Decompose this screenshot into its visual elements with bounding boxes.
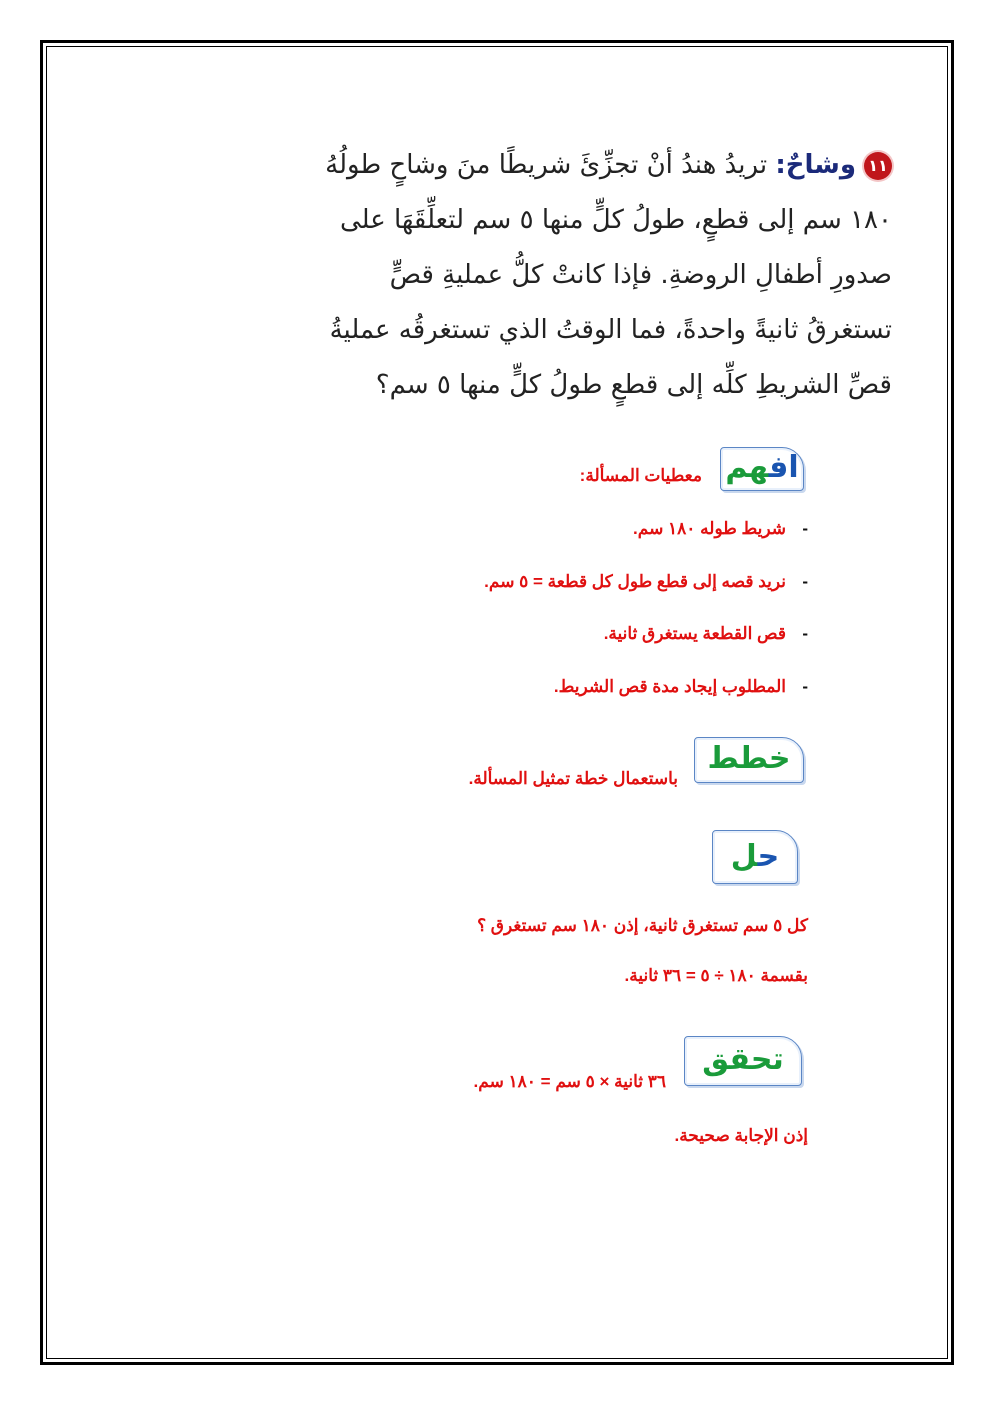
problem-line-1 [300,138,892,193]
understand-item-text: شريط طوله ١٨٠ سم. [633,519,786,538]
understand-item-text: قص القطعة يستغرق ثانية. [603,624,786,643]
problem-keyword: وشاحٌ: [775,150,856,180]
understand-item-2 [484,572,808,592]
check-line-2: إذن الإجابة صحيحة. [674,1126,808,1145]
solve-line-1: كل ٥ سم تستغرق ثانية، إذن ١٨٠ سم تستغرق ؟ [477,916,808,935]
check-badge-label: تحقق [702,1042,784,1077]
check-badge [684,1036,802,1086]
bullet-dash: - [802,519,808,538]
problem-line-5: قصِّ الشريطِ كلِّه إلى قطعٍ طولُ كلٍّ منها ٥ سم؟ [375,370,892,400]
solve-badge-label: حل [730,839,780,874]
understand-badge [720,447,804,491]
understand-badge-label: افهم [725,450,799,485]
understand-item-1 [633,519,808,539]
bullet-dash: - [802,677,808,696]
check-line-1: ٣٦ ثانية × ٥ سم = ١٨٠ سم. [473,1072,666,1091]
problem-number-badge: ١١ [864,152,892,180]
understand-item-text: المطلوب إيجاد مدة قص الشريط. [553,677,786,696]
plan-badge-label: خطط [707,741,791,776]
problem-statement [300,138,892,413]
solve-badge [712,830,798,884]
understand-item-3 [604,624,808,644]
plan-badge [694,737,804,783]
problem-text: تريدُ هندُ أنْ تجزِّئَ شريطًا منَ وشاحٍ طولُهُ [325,150,768,180]
bullet-dash: - [802,624,808,643]
problem-line-3: صدورِ أطفالِ الروضةِ. فإذا كانتْ كلُّ عمليةِ قصٍّ [389,260,892,290]
understand-heading: معطيات المسألة: [579,466,702,485]
understand-item-4 [554,677,808,697]
plan-text: باستعمال خطة تمثيل المسألة. [468,769,678,788]
solve-line-2: بقسمة ١٨٠ ÷ ٥ = ٣٦ ثانية. [624,966,808,985]
bullet-dash: - [802,572,808,591]
problem-line-2: ١٨٠ سم إلى قطعٍ، طولُ كلٍّ منها ٥ سم لتعلِّقَهَا على [339,205,892,235]
understand-item-text: نريد قصه إلى قطع طول كل قطعة = ٥ سم. [484,572,786,591]
problem-line-4: تستغرقُ ثانيةً واحدةً، فما الوقتُ الذي تستغرقُه عمليةُ [329,315,892,345]
